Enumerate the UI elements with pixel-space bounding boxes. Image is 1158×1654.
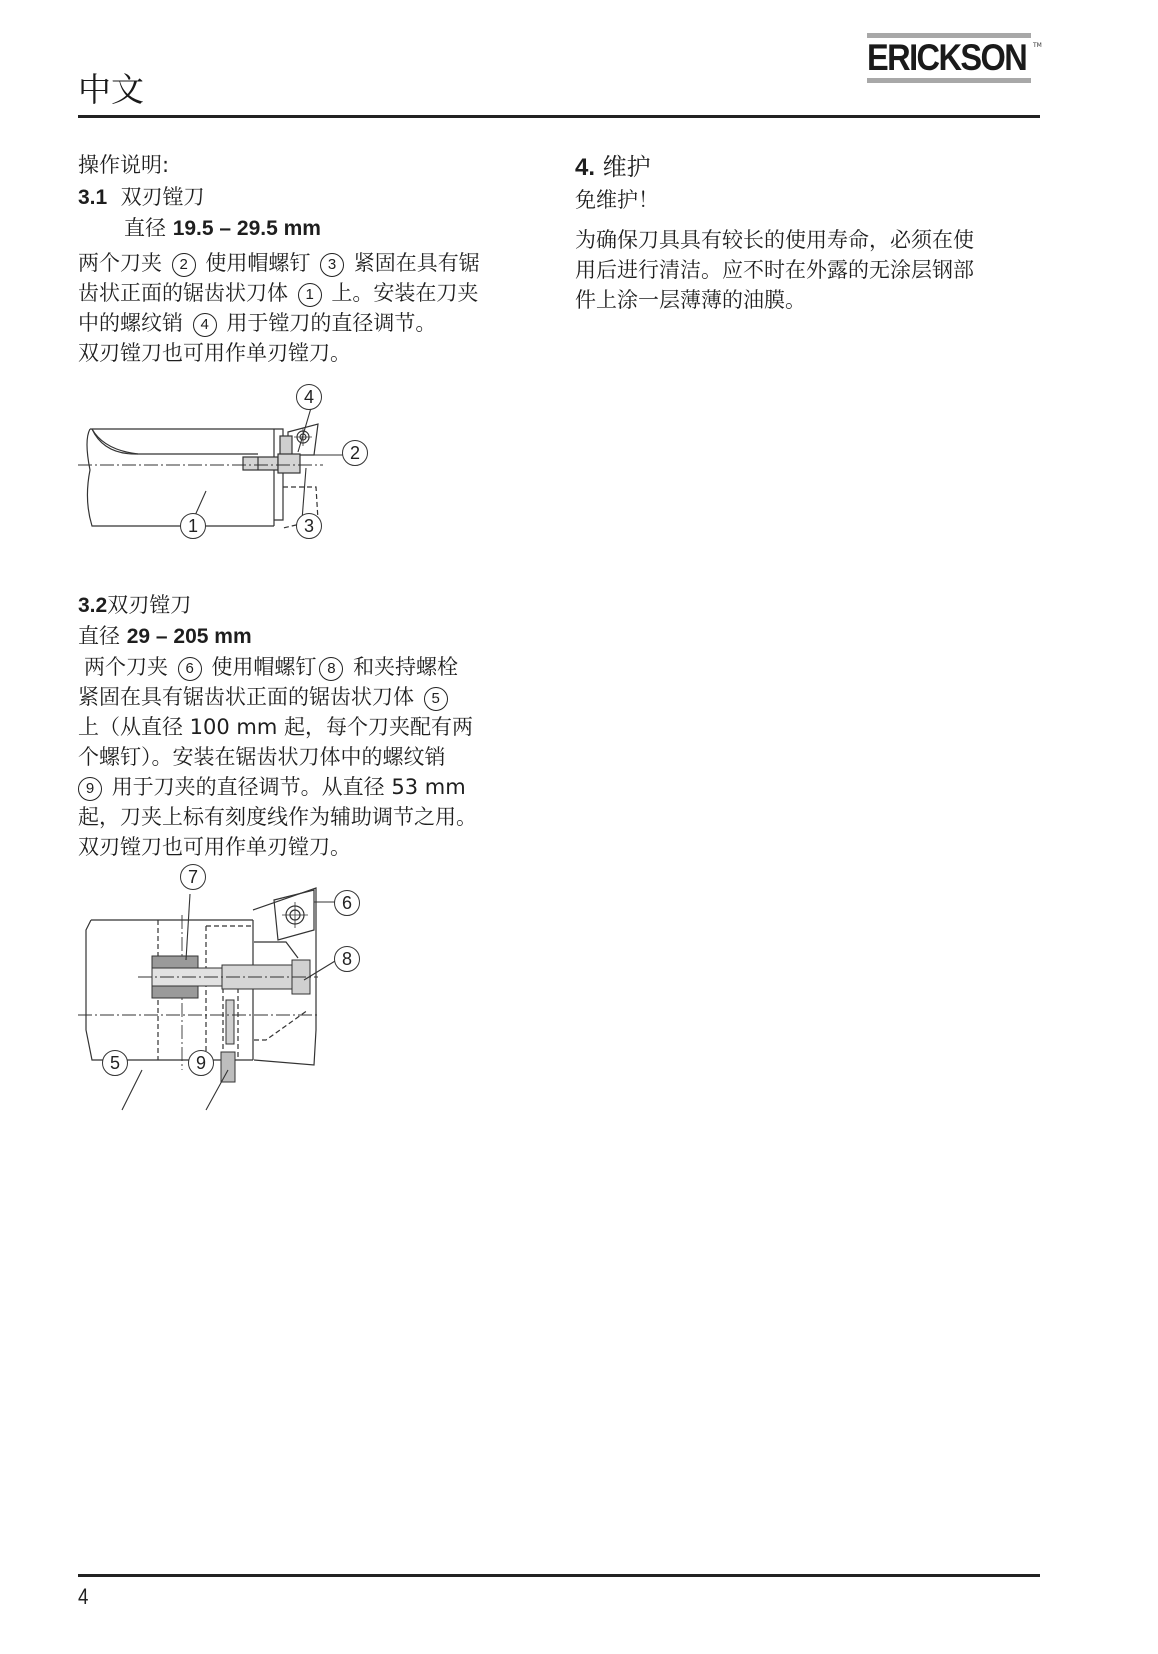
text: 个螺钉）。安装在锯齿状刀体中的螺纹销 xyxy=(78,745,446,769)
paragraph-line xyxy=(78,712,548,742)
callout-ref-4: 4 xyxy=(193,313,217,337)
diameter-range: 29 – 205 mm xyxy=(126,625,252,648)
text: 双刃镗刀也可用作单刃镗刀。 xyxy=(78,341,351,365)
section-title: 双刃镗刀 xyxy=(107,593,192,617)
text: 齿状正面的锯齿状刀体 xyxy=(78,281,288,305)
section-3-1-heading xyxy=(78,182,538,213)
text: 两个刀夹 xyxy=(84,655,168,679)
text: 和夹持螺栓 xyxy=(353,655,459,679)
header-divider xyxy=(78,115,1040,118)
paragraph-line xyxy=(78,832,548,862)
text: 用于镗刀的直径调节。 xyxy=(226,311,437,335)
section-3-2 xyxy=(78,590,548,862)
callout-6: 6 xyxy=(334,890,360,916)
section-number: 4. xyxy=(575,154,596,181)
section-3-2-diameter xyxy=(78,621,548,652)
language-title: 中文 xyxy=(78,70,144,109)
section-number: 3.1 xyxy=(78,186,108,209)
text: 使用帽螺钉 xyxy=(211,655,317,679)
callout-5: 5 xyxy=(102,1050,128,1076)
text: 紧固在具有锯齿状正面的锯齿状刀体 xyxy=(78,685,414,709)
footer-divider xyxy=(78,1574,1040,1577)
text: 双刃镗刀也可用作单刃镗刀。 xyxy=(78,835,351,859)
text: 中的螺纹销 xyxy=(78,311,183,335)
text: 起，刀夹上标有刻度线作为辅助调节之用。 xyxy=(78,805,477,829)
callout-ref-5: 5 xyxy=(424,687,448,711)
section-3-1-diameter xyxy=(78,213,538,244)
text: 两个刀夹 xyxy=(78,251,162,275)
callout-8: 8 xyxy=(334,946,360,972)
callout-ref-9: 9 xyxy=(78,777,102,801)
section-3-2-heading xyxy=(78,590,548,621)
paragraph-line xyxy=(78,248,538,278)
paragraph-line xyxy=(78,682,548,712)
section-title: 双刃镗刀 xyxy=(120,185,205,209)
paragraph-line: 件上涂一层薄薄的油膜。 xyxy=(575,288,806,312)
figure-3-2-boring-head-diagram xyxy=(78,867,398,1140)
section-4-paragraph xyxy=(575,225,1045,315)
maintenance-free-note: 免维护！ xyxy=(575,188,659,212)
callout-3: 3 xyxy=(296,513,322,539)
callout-ref-2: 2 xyxy=(172,253,196,277)
callout-4: 4 xyxy=(296,384,322,410)
technical-drawing-icon xyxy=(78,400,398,575)
diameter-label: 直径 xyxy=(78,624,120,648)
paragraph-line xyxy=(78,742,548,772)
logo-wordmark: ERICKSON xyxy=(867,37,1027,78)
paragraph-line: 为确保刀具具有较长的使用寿命，必须在使 xyxy=(575,228,974,252)
callout-1: 1 xyxy=(180,513,206,539)
operation-instructions-label: 操作说明: xyxy=(78,153,170,177)
right-column xyxy=(575,150,1045,315)
paragraph-line: 用后进行清洁。应不时在外露的无涂层钢部 xyxy=(575,258,974,282)
callout-ref-6: 6 xyxy=(178,657,202,681)
section-4-heading xyxy=(575,150,1045,185)
callout-2: 2 xyxy=(342,440,368,466)
text: 紧固在具有锯 xyxy=(353,251,480,275)
left-column xyxy=(78,150,538,859)
callout-ref-1: 1 xyxy=(298,283,322,307)
logo-bar-bottom xyxy=(867,78,1031,83)
text: 用于刀夹的直径调节。从直径 53 mm xyxy=(111,775,466,799)
figure-3-1-boring-bar-diagram xyxy=(78,387,398,575)
erickson-logo xyxy=(867,33,1042,83)
paragraph-line xyxy=(78,652,548,682)
text: 上（从直径 100 mm 起，每个刀夹配有两 xyxy=(78,715,474,739)
callout-ref-8: 8 xyxy=(319,657,343,681)
section-title: 维护 xyxy=(602,153,651,181)
paragraph-line xyxy=(78,338,538,368)
paragraph-line xyxy=(78,278,538,308)
diameter-label: 直径 xyxy=(124,216,166,240)
diameter-range: 19.5 – 29.5 mm xyxy=(172,217,321,240)
page-number: 4 xyxy=(78,1584,89,1609)
section-number: 3.2 xyxy=(78,594,108,617)
callout-7: 7 xyxy=(180,864,206,890)
section-3-1-paragraph xyxy=(78,248,538,368)
trademark-symbol: TM xyxy=(1033,42,1042,49)
callout-ref-3: 3 xyxy=(320,253,344,277)
paragraph-line xyxy=(78,802,548,832)
text: 使用帽螺钉 xyxy=(205,251,311,275)
paragraph-line xyxy=(78,772,548,802)
paragraph-line xyxy=(78,308,538,338)
text: 上。安装在刀夹 xyxy=(331,281,479,305)
callout-9: 9 xyxy=(188,1050,214,1076)
